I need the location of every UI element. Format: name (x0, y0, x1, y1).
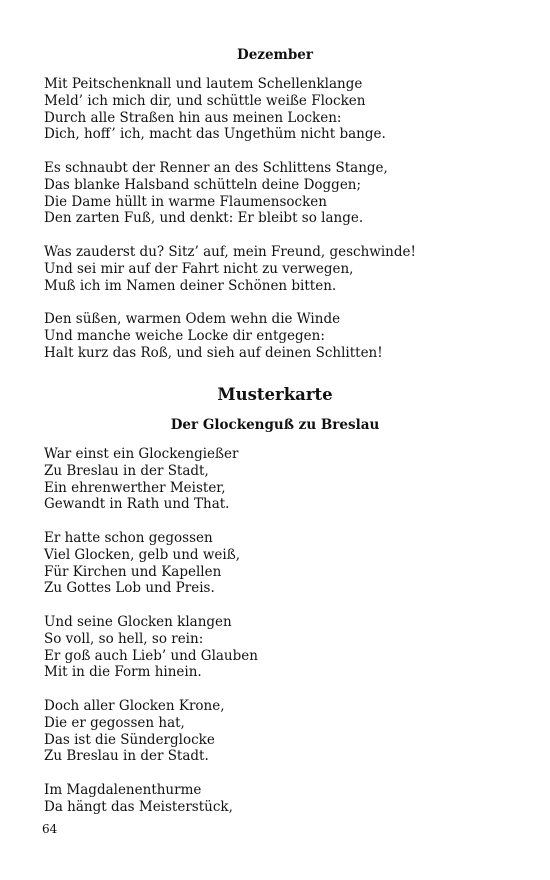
verse-line: Und sei mir auf der Fahrt nicht zu verwegen, (44, 260, 354, 277)
verse-line: Mit in die Form hinein. (44, 664, 202, 681)
verse-line: Meld’ ich mich dir, und schüttle weiße Flocken (44, 92, 366, 109)
verse-line: War einst ein Glockengießer (44, 446, 239, 462)
verse-line: Er goß auch Lieb’ und Glauben (44, 647, 258, 664)
verse-line: Und seine Glocken klangen (44, 614, 232, 630)
verse-line: Das blanke Halsband schütteln deine Doggen; (44, 176, 362, 193)
verse-line: Er hatte schon gegossen (44, 530, 213, 546)
poem-title-dezember: Dezember (237, 47, 313, 63)
verse-line: Zu Breslau in der Stadt. (44, 748, 209, 765)
verse-line: Gewandt in Rath und That. (44, 496, 230, 513)
verse-line: Was zauderst du? Sitz’ auf, mein Freund, geschwinde! (44, 244, 416, 260)
verse-line: Halt kurz das Roß, und sieh auf deinen Schlitten! (44, 344, 383, 361)
verse-line: Und manche weiche Locke dir entgegen: (44, 327, 325, 344)
verse-line: Den zarten Fuß, und denkt: Er bleibt so lange. (44, 210, 364, 227)
poem1-stanza-2 (44, 160, 524, 227)
poem1-stanza-4 (44, 311, 524, 361)
verse-line: Viel Glocken, gelb und weiß, (44, 546, 241, 563)
poem-title-glockenguss: Der Glockenguß zu Breslau (170, 417, 380, 433)
verse-line: Dich, hoff’ ich, macht das Ungethüm nicht bange. (44, 126, 386, 143)
verse-line: Da hängt das Meisterstück, (44, 798, 233, 815)
verse-line: Zu Gottes Lob und Preis. (44, 580, 215, 597)
verse-line: So voll, so hell, so rein: (44, 630, 204, 647)
verse-line: Mit Peitschenknall und lautem Schellenklange (44, 76, 363, 92)
verse-line: Muß ich im Namen deiner Schönen bitten. (44, 277, 337, 294)
verse-line: Den süßen, warmen Odem wehn die Winde (44, 311, 341, 327)
verse-line: Im Magdalenenthurme (44, 782, 202, 798)
verse-line: Ein ehrenwerther Meister, (44, 479, 226, 496)
poem1-stanza-1 (44, 76, 524, 143)
verse-line: Die er gegossen hat, (44, 714, 185, 731)
verse-line: Die Dame hüllt in warme Flaumensocken (44, 193, 327, 210)
page-number: 64 (42, 822, 58, 836)
poem2-stanza-5 (44, 782, 524, 816)
verse-line: Doch aller Glocken Krone, (44, 698, 225, 714)
verse-line: Zu Breslau in der Stadt, (44, 462, 209, 479)
verse-line: Es schnaubt der Renner an des Schlittens Stange, (44, 160, 388, 176)
verse-line: Durch alle Straßen hin aus meinen Locken: (44, 109, 342, 126)
section-title-musterkarte: Musterkarte (217, 385, 333, 404)
poem1-stanza-3 (44, 244, 524, 294)
poem2-stanza-4 (44, 698, 524, 765)
poem2-stanza-3 (44, 614, 524, 681)
poem2-stanza-2 (44, 530, 524, 597)
poem2-stanza-1 (44, 446, 524, 513)
verse-line: Das ist die Sünderglocke (44, 731, 215, 748)
verse-line: Für Kirchen und Kapellen (44, 563, 222, 580)
